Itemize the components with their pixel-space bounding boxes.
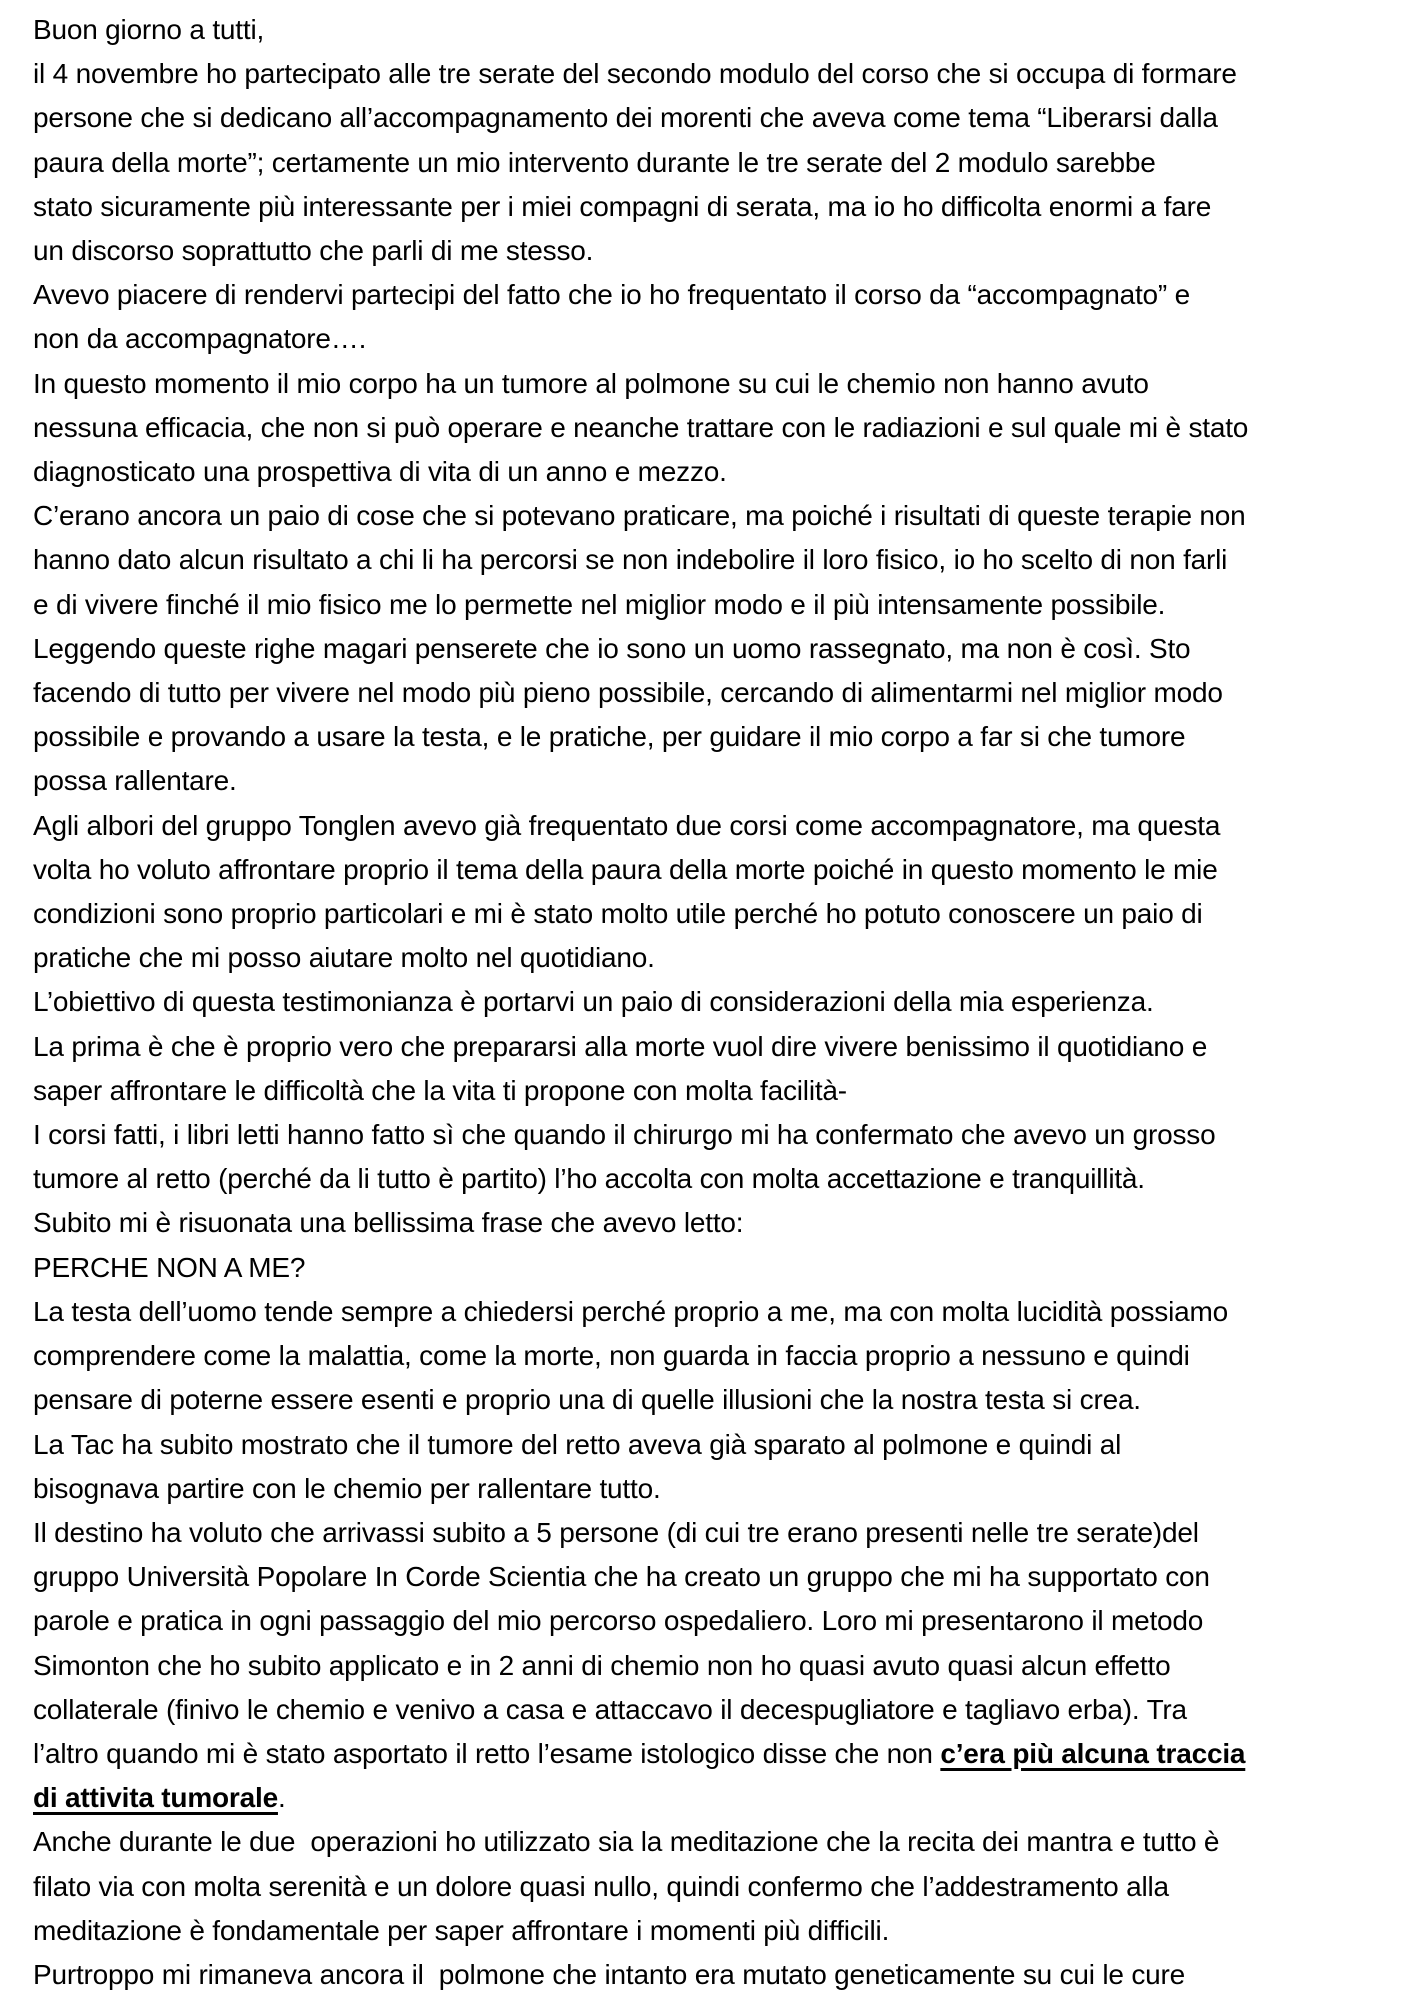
text-run: condizioni sono proprio particolari e mi è stato molto utile perché ho potuto conoscere un paio di: [33, 898, 1203, 930]
text-run: Buon giorno a tutti,: [33, 14, 265, 45]
emphasized-text: c’era più alcuna traccia: [940, 1737, 1246, 1769]
text-line: [33, 1953, 1401, 1997]
text-run: non da accompagnatore….: [33, 323, 367, 355]
text-line: [33, 1555, 1401, 1599]
text-line: [33, 450, 1401, 494]
text-line: [33, 1201, 1401, 1245]
text-run: collaterale (finivo le chemio e venivo a casa e attaccavo il decespugliatore e tagliavo erba). Tra: [33, 1693, 1187, 1725]
text-run: tumore al retto (perché da li tutto è partito) l’ho accolta con molta accettazione e tranquillità.: [33, 1163, 1145, 1195]
text-run: e di vivere finché il mio fisico me lo permette nel miglior modo e il più intensamente possibile.: [33, 588, 1166, 620]
text-line: [33, 1334, 1401, 1378]
text-line: [33, 848, 1401, 892]
text-line: [33, 892, 1401, 936]
text-run: gruppo Università Popolare In Corde Scientia che ha creato un gruppo che mi ha supportato con: [33, 1561, 1210, 1593]
text-line: [33, 1378, 1401, 1422]
emphasized-text: di attivita tumorale: [33, 1782, 278, 1814]
text-run: nessuna efficacia, che non si può operare e neanche trattare con le radiazioni e sul quale mi è stato: [33, 411, 1249, 443]
text-run: La Tac ha subito mostrato che il tumore del retto aveva già sparato al polmone e quindi al: [33, 1428, 1122, 1460]
text-run: C’erano ancora un paio di cose che si potevano praticare, ma poiché i risultati di queste terapie non: [33, 500, 1246, 532]
text-line: [33, 1644, 1401, 1688]
text-line: [33, 1865, 1401, 1909]
text-line: [33, 1157, 1401, 1201]
text-run: persone che si dedicano all’accompagnamento dei morenti che aveva come tema “Liberarsi dalla: [33, 102, 1218, 134]
text-run: pratiche che mi posso aiutare molto nel quotidiano.: [33, 942, 655, 974]
text-line: [33, 1290, 1401, 1334]
text-line: [33, 1246, 1401, 1290]
text-run: Purtroppo mi rimaneva ancora il polmone che intanto era mutato geneticamente su cui le cure: [33, 1958, 1186, 1990]
text-run: stato sicuramente più interessante per i miei compagni di serata, ma io ho difficolta enormi a fare: [33, 190, 1212, 222]
text-run: il 4 novembre ho partecipato alle tre serate del secondo modulo del corso che si occupa di formare: [33, 58, 1237, 90]
text-run: Subito mi è risuonata una bellissima frase che avevo letto:: [33, 1207, 744, 1239]
text-run: paura della morte”; certamente un mio intervento durante le tre serate del 2 modulo sarebbe: [33, 146, 1156, 178]
text-run: hanno dato alcun risultato a chi li ha percorsi se non indebolire il loro fisico, io ho scelto di non farli: [33, 544, 1228, 576]
text-run: Agli albori del gruppo Tonglen avevo già frequentato due corsi come accompagnatore, ma questa: [33, 809, 1221, 841]
text-line: [33, 185, 1401, 229]
text-run: saper affrontare le difficoltà che la vita ti propone con molta facilità-: [33, 1074, 847, 1106]
text-run: La testa dell’uomo tende sempre a chiedersi perché proprio a me, ma con molta lucidità possiamo: [33, 1295, 1228, 1327]
text-run: comprendere come la malattia, come la morte, non guarda in faccia proprio a nessuno e quindi: [33, 1340, 1190, 1372]
text-run: possa rallentare.: [33, 765, 237, 797]
text-line: [33, 1732, 1401, 1776]
text-line: [33, 804, 1401, 848]
text-run: l’altro quando mi è stato asportato il retto l’esame istologico disse che non: [33, 1737, 941, 1769]
text-run: possibile e provando a usare la testa, e le pratiche, per guidare il mio corpo a far si che tumore: [33, 721, 1186, 753]
text-line: [33, 8, 1401, 52]
text-run: La prima è che è proprio vero che prepararsi alla morte vuol dire vivere benissimo il quotidiano e: [33, 1030, 1208, 1062]
text-line: [33, 1069, 1401, 1113]
text-line: [33, 715, 1401, 759]
text-line: [33, 671, 1401, 715]
text-run: L’obiettivo di questa testimonianza è portarvi un paio di considerazioni della mia esperienza.: [33, 986, 1154, 1018]
document-body: [33, 8, 1401, 1997]
text-line: [33, 1688, 1401, 1732]
text-run: volta ho voluto affrontare proprio il tema della paura della morte poiché in questo momento le mie: [33, 853, 1218, 885]
text-line: [33, 538, 1401, 582]
text-run: I corsi fatti, i libri letti hanno fatto sì che quando il chirurgo mi ha confermato che avevo un grosso: [33, 1119, 1216, 1151]
text-line: [33, 1909, 1401, 1953]
text-run: Anche durante le due operazioni ho utilizzato sia la meditazione che la recita dei mantra e tutto è: [33, 1826, 1220, 1858]
text-run: un discorso soprattutto che parli di me stesso.: [33, 235, 594, 267]
text-line: [33, 317, 1401, 361]
text-line: [33, 494, 1401, 538]
text-line: [33, 406, 1401, 450]
text-run: .: [277, 1782, 286, 1814]
text-run: Leggendo queste righe magari penserete che io sono un uomo rassegnato, ma non è così. Sto: [33, 632, 1191, 664]
text-run: PERCHE NON A ME?: [33, 1251, 306, 1283]
text-line: [33, 141, 1401, 185]
text-run: bisognava partire con le chemio per rallentare tutto.: [33, 1472, 661, 1504]
text-line: [33, 273, 1401, 317]
text-line: [33, 1776, 1401, 1820]
text-line: [33, 52, 1401, 96]
text-line: [33, 1599, 1401, 1643]
text-line: [33, 1511, 1401, 1555]
text-line: [33, 229, 1401, 273]
text-line: [33, 627, 1401, 671]
text-line: [33, 936, 1401, 980]
text-line: [33, 759, 1401, 803]
text-line: [33, 1113, 1401, 1157]
text-run: Il destino ha voluto che arrivassi subito a 5 persone (di cui tre erano presenti nelle tre serate)del: [33, 1516, 1199, 1548]
text-run: meditazione è fondamentale per saper affrontare i momenti più difficili.: [33, 1914, 890, 1946]
text-line: [33, 980, 1401, 1024]
text-line: [33, 1467, 1401, 1511]
text-run: parole e pratica in ogni passaggio del mio percorso ospedaliero. Loro mi presentarono il metodo: [33, 1605, 1204, 1637]
text-run: filato via con molta serenità e un dolore quasi nullo, quindi confermo che l’addestramento alla: [33, 1870, 1169, 1902]
text-run: diagnosticato una prospettiva di vita di un anno e mezzo.: [33, 456, 727, 488]
text-run: In questo momento il mio corpo ha un tumore al polmone su cui le chemio non hanno avuto: [33, 367, 1149, 399]
text-run: pensare di poterne essere esenti e proprio una di quelle illusioni che la nostra testa si crea.: [33, 1384, 1141, 1416]
text-line: [33, 1423, 1401, 1467]
text-run: Avevo piacere di rendervi partecipi del fatto che io ho frequentato il corso da “accompagnato” e: [33, 279, 1190, 311]
text-line: [33, 583, 1401, 627]
text-run: facendo di tutto per vivere nel modo più pieno possibile, cercando di alimentarmi nel miglior modo: [33, 677, 1223, 709]
text-run: Simonton che ho subito applicato e in 2 anni di chemio non ho quasi avuto quasi alcun effetto: [33, 1649, 1171, 1681]
text-line: [33, 1820, 1401, 1864]
text-line: [33, 362, 1401, 406]
text-line: [33, 96, 1401, 140]
text-line: [33, 1025, 1401, 1069]
